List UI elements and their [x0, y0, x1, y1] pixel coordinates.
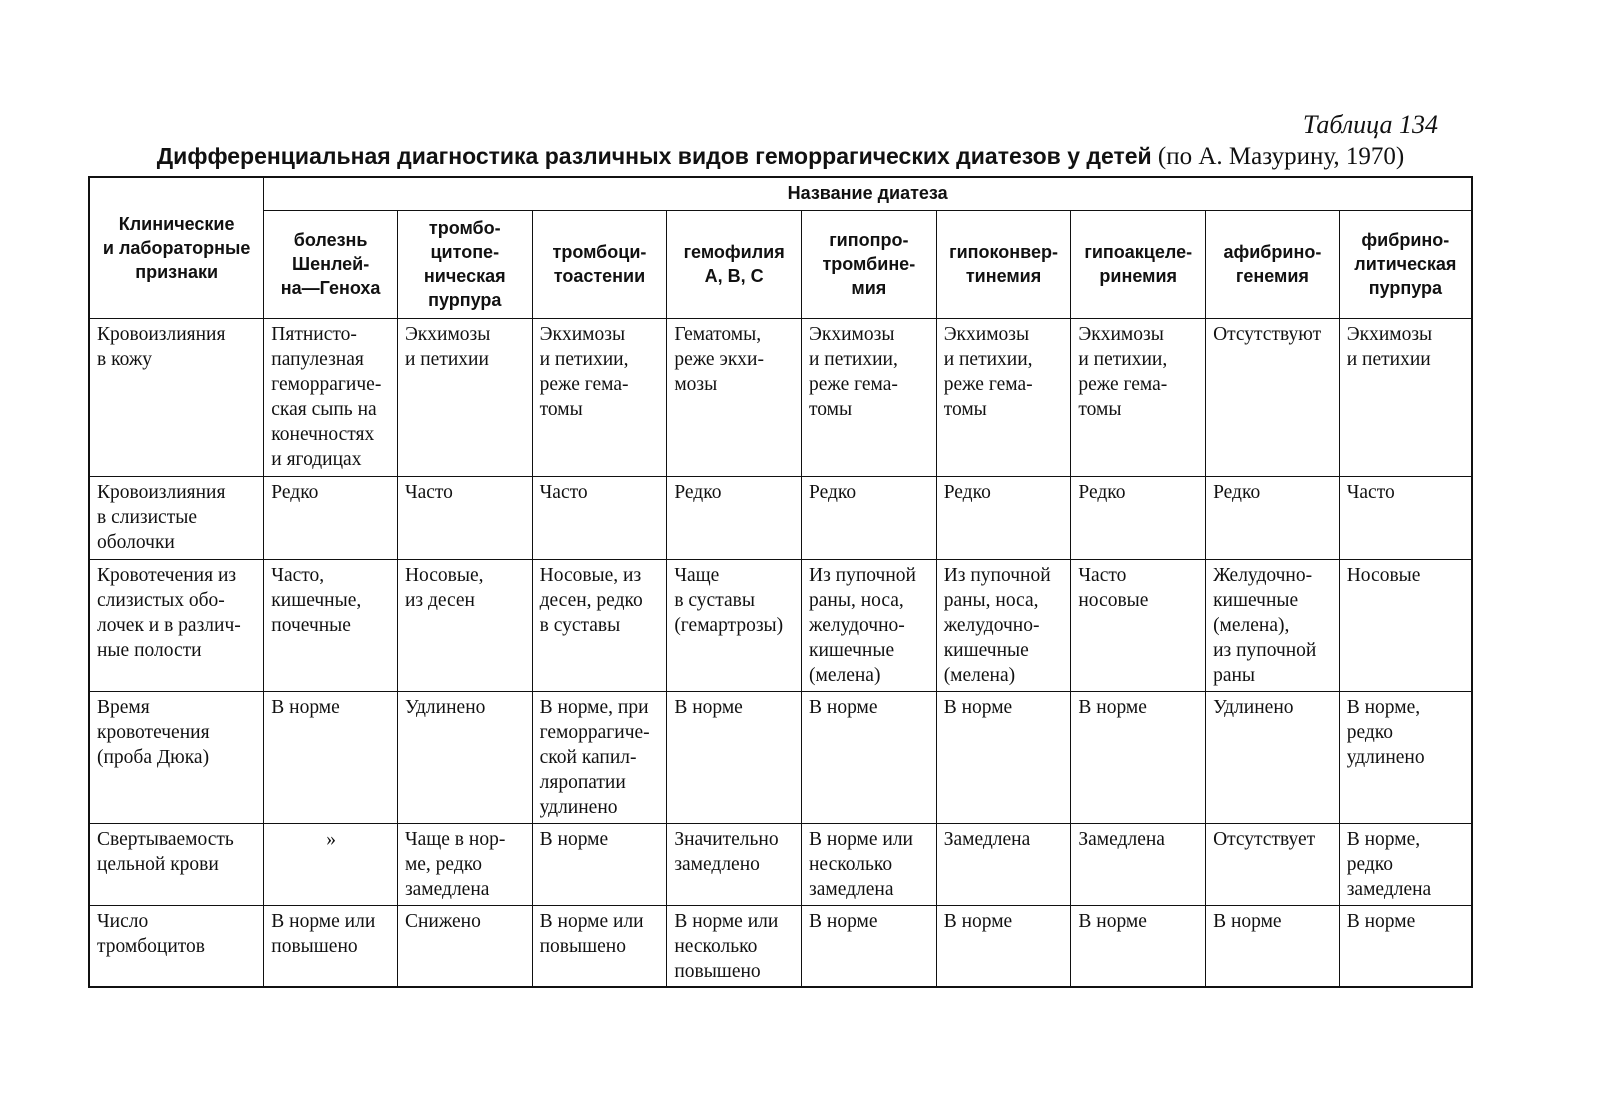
table-cell: Редко	[264, 476, 398, 559]
table-cell: В норме или несколько повышено	[667, 905, 802, 987]
table-cell: Желудочно- кишечные (мелена), из пупочной раны	[1206, 559, 1340, 691]
column-header: тромбоци- тоастении	[532, 210, 667, 318]
table-caption	[88, 143, 1473, 171]
table-cell: В норме	[936, 691, 1071, 823]
table-cell: В норме	[1071, 691, 1206, 823]
table-cell: Отсутствует	[1206, 823, 1340, 905]
table-cell: В норме	[1339, 905, 1472, 987]
table-cell: Редко	[667, 476, 802, 559]
table-cell: Значительно замедлено	[667, 823, 802, 905]
table-cell: Носовые, из десен, редко в суставы	[532, 559, 667, 691]
table-cell: Отсутствуют	[1206, 318, 1340, 476]
table-cell: В норме или повышено	[532, 905, 667, 987]
column-header: болезнь Шенлей- на—Геноха	[264, 210, 398, 318]
table-cell: Из пупочной раны, носа, желудочно- кишечные (мелена)	[936, 559, 1071, 691]
table-cell: Редко	[1071, 476, 1206, 559]
table-cell: Редко	[936, 476, 1071, 559]
table-cell: В норме	[936, 905, 1071, 987]
table-row	[89, 318, 1472, 476]
column-header: тромбо- цитопе- ническая пурпура	[397, 210, 532, 318]
table-row	[89, 476, 1472, 559]
table-cell: Часто носовые	[1071, 559, 1206, 691]
table-cell: Часто	[532, 476, 667, 559]
column-header: гипоакцеле- ринемия	[1071, 210, 1206, 318]
table-cell: Экхимозы и петихии, реже гема- томы	[532, 318, 667, 476]
row-sign-cell: Кровоизлияния в кожу	[89, 318, 264, 476]
header-first-column: Клинические и лабораторные признаки	[89, 177, 264, 318]
caption-source: (по А. Мазурину, 1970)	[1151, 143, 1405, 170]
table-cell: Из пупочной раны, носа, желудочно- кишечные (мелена)	[802, 559, 937, 691]
table-row	[89, 905, 1472, 987]
table-cell: В норме или несколько замедлена	[802, 823, 937, 905]
table-row	[89, 823, 1472, 905]
table-cell: В норме, редко замедлена	[1339, 823, 1472, 905]
table-cell: В норме или повышено	[264, 905, 398, 987]
table-cell: Замедлена	[936, 823, 1071, 905]
table-cell: Носовые	[1339, 559, 1472, 691]
table-cell: Удлинено	[397, 691, 532, 823]
table-row	[89, 691, 1472, 823]
table-cell: Экхимозы и петихии, реже гема- томы	[936, 318, 1071, 476]
caption-title: Дифференциальная диагностика различных видов геморрагических диатезов у детей	[156, 143, 1152, 169]
table-cell: Часто	[397, 476, 532, 559]
column-header: гипопро- тромбине- мия	[802, 210, 937, 318]
table-cell: В норме	[802, 905, 937, 987]
row-sign-cell: Кровотечения из слизистых обо- лочек и в различ- ные полости	[89, 559, 264, 691]
table-cell: Удлинено	[1206, 691, 1340, 823]
row-sign-cell: Кровоизлияния в слизистые оболочки	[89, 476, 264, 559]
table-cell: В норме	[802, 691, 937, 823]
table-cell: Редко	[1206, 476, 1340, 559]
table-cell: Экхимозы и петихии	[397, 318, 532, 476]
table-cell: В норме	[667, 691, 802, 823]
table-cell: Снижено	[397, 905, 532, 987]
table-cell: В норме	[532, 823, 667, 905]
row-sign-cell: Время кровотечения (проба Дюка)	[89, 691, 264, 823]
table-cell: Экхимозы и петихии, реже гема- томы	[1071, 318, 1206, 476]
row-sign-cell: Свертываемость цельной крови	[89, 823, 264, 905]
table-cell: Часто, кишечные, почечные	[264, 559, 398, 691]
table-cell: Редко	[802, 476, 937, 559]
table-number: Таблица 134	[1302, 110, 1438, 139]
table-cell: В норме	[1071, 905, 1206, 987]
table-cell: В норме, при геморрагиче- ской капил- ляропатии удлинено	[532, 691, 667, 823]
table-row	[89, 559, 1472, 691]
table-cell: В норме	[264, 691, 398, 823]
table-cell: Замедлена	[1071, 823, 1206, 905]
table-cell: Экхимозы и петихии, реже гема- томы	[802, 318, 937, 476]
row-sign-cell: Число тромбоцитов	[89, 905, 264, 987]
column-header: гемофилия А, В, С	[667, 210, 802, 318]
diagnosis-table	[88, 176, 1473, 988]
table-cell: В норме	[1206, 905, 1340, 987]
column-header: гипоконвер- тинемия	[936, 210, 1071, 318]
table-cell: Гематомы, реже экхи- мозы	[667, 318, 802, 476]
table-cell: Чаще в нор- ме, редко замедлена	[397, 823, 532, 905]
column-header: афибрино- генемия	[1206, 210, 1340, 318]
table-cell: Носовые, из десен	[397, 559, 532, 691]
column-header: фибрино- литическая пурпура	[1339, 210, 1472, 318]
header-group-label: Название диатеза	[264, 177, 1472, 210]
table-cell: Экхимозы и петихии	[1339, 318, 1472, 476]
table-cell: Пятнисто- папулезная геморрагиче- ская сыпь на конечностях и ягодицах	[264, 318, 398, 476]
table-cell: »	[264, 823, 398, 905]
table-cell: В норме, редко удлинено	[1339, 691, 1472, 823]
table-cell: Часто	[1339, 476, 1472, 559]
table-cell: Чаще в суставы (гемартрозы)	[667, 559, 802, 691]
